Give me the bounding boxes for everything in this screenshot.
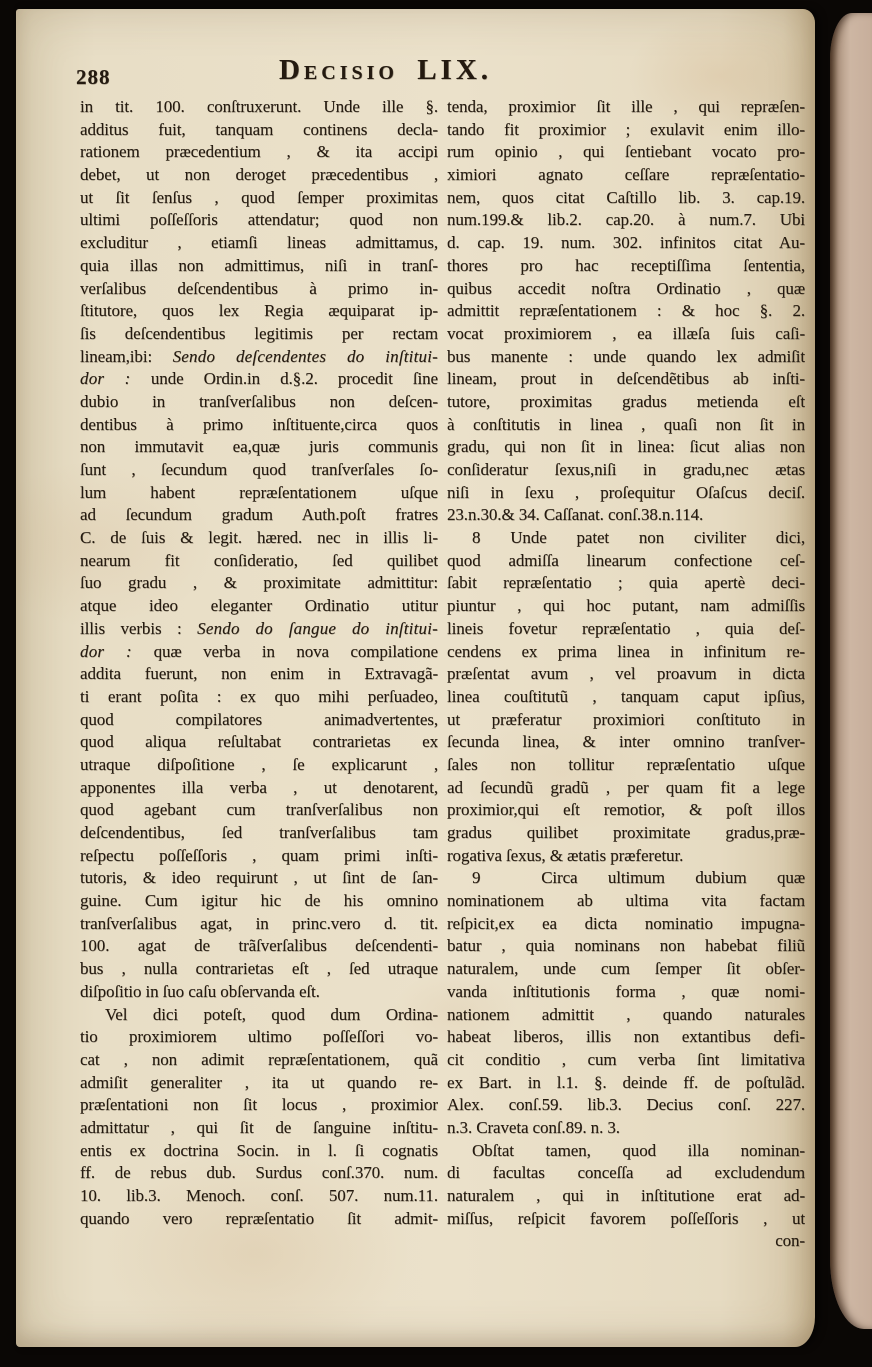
text-line: dentibus à primo inſtituente,circa quos — [80, 414, 438, 434]
page-number: 288 — [76, 65, 111, 89]
text-line: 23.n.30.& 34. Caſſanat. conſ.38.n.114. — [447, 505, 704, 525]
text-line: tutoris, & ideo requirunt , ut ſint de ſan- — [80, 868, 438, 888]
text-line: rationem præcedentium , & ita accipi — [80, 142, 438, 162]
text-line: C. de ſuis & legit. hæred. nec in illis li- — [80, 528, 438, 548]
text-line: batur , quia nominans non habebat filiũ — [447, 936, 805, 956]
text-line: Obſtat tamen, quod illa nominan- — [472, 1140, 805, 1160]
text-line: conſideratur ſexus,niſi in gradu,nec ætas — [447, 460, 805, 479]
text-line: ad ſecundum gradum Auth.poſt fratres — [80, 505, 438, 525]
text-line: gradus quilibet proximitate gradus,præ- — [447, 823, 805, 842]
text-line: miſſus, reſpicit favorem poſſeſſoris , ut — [447, 1208, 805, 1228]
facing-page-edge — [830, 13, 872, 1329]
text-line: tutore, proximitas gradus metienda eſt — [447, 391, 805, 411]
text-line: præſentationi non ſit locus , proximior — [80, 1095, 438, 1115]
text-line: proximior,qui eſt remotior, & poſt illos — [447, 800, 805, 820]
text-segment: illis verbis : — [80, 618, 198, 638]
italic-phrase: Sendo do ſangue do inſtitui- — [197, 618, 438, 638]
text-line: deſcendentibus, ſed tranſverſalibus tam — [80, 823, 438, 842]
text-line: ff. de rebus dub. Surdus conſ.370. num. — [80, 1163, 438, 1183]
text-line: à conſtitutis in linea , quaſi non ſit in — [447, 414, 805, 434]
text-line: quibus accedit noſtra Ordinatio , quæ — [447, 278, 805, 298]
text-line: naturalem, unde cum ſemper ſit obſer- — [447, 959, 805, 979]
text-line: tenda, proximior ſit ille , qui repræſen- — [447, 97, 805, 116]
text-line: quod compilatores animadvertentes, — [80, 709, 438, 729]
text-line: atque ideo eleganter Ordinatio utitur — [80, 596, 438, 616]
text-line: cit conditio , cum verba ſint limitativa — [447, 1049, 805, 1069]
text-line: addita fuerunt, non enim in Extravagã- — [80, 664, 438, 684]
text-line: præſentat avum , vel proavum in dicta — [447, 664, 805, 684]
text-line: ex Bart. in l.1. §. deinde ff. de poſtulãd. — [447, 1072, 805, 1092]
text-line: bus , nulla contrarietas eſt , ſed utraque — [80, 959, 438, 979]
text-line: niſi in ſexu , proſequitur Oſaſcus deciſ. — [447, 482, 805, 502]
text-line: quod aliqua reſultabat contrarietas ex — [80, 732, 438, 752]
running-head-title: Decisio LIX. — [278, 54, 493, 86]
text-line: cat , non adimit repræſentationem, quã — [80, 1049, 438, 1069]
text-line: 10. lib.3. Menoch. conſ. 507. num.11. — [80, 1186, 438, 1205]
text-line: ti erant poſita : ex quo mihi perſuadeo, — [80, 686, 438, 706]
text-line: cendens ex prima linea in infinitum re- — [447, 641, 805, 661]
text-line: tranſverſalibus agat, in princ.vero d. tit. — [80, 913, 438, 933]
text-line: quod admiſſa linearum confectione ceſ- — [447, 550, 805, 570]
text-line: non immutavit ea,quæ juris communis — [80, 437, 438, 457]
text-segment: lineam,ibi: — [80, 346, 173, 366]
text-line: nem, quos citat Caſtillo lib. 3. cap.19. — [447, 187, 805, 207]
text-line: ximiori agnato ceſſare repræſentatio- — [447, 165, 805, 185]
text-line: lum habent repræſentationem uſque — [80, 482, 438, 502]
text-line: admittit repræſentationem : & hoc §. 2. — [447, 301, 805, 321]
text-line: lineam, prout in deſcendẽtibus ab inſti- — [447, 369, 805, 389]
text-line: tio proximiorem ultimo poſſeſſori vo- — [80, 1027, 438, 1047]
text-line: ut præferatur proximiori conſtituto in — [447, 709, 805, 729]
text-line: thores pro hac receptiſſima ſententia, — [447, 255, 805, 275]
text-line: utraque diſpoſitione , ſe explicarunt , — [80, 754, 438, 774]
text-line: apponentes illa verba , ut denotarent, — [80, 777, 438, 797]
text-line: piuntur , qui hoc putant, nam admiſſis — [447, 596, 805, 616]
text-line: tando fit proximior ; exulavit enim illo- — [447, 119, 805, 139]
text-line: di facultas conceſſa ad excludendum — [447, 1163, 805, 1183]
left-column — [80, 96, 438, 1253]
book-page — [16, 9, 815, 1347]
text-line: ut ſit ſenſus , quod ſemper proximitas — [80, 187, 438, 207]
text-line — [80, 641, 438, 664]
text-line: admittatur , qui ſit de ſanguine inſtitu- — [80, 1117, 438, 1137]
text-line: gradu, qui non ſit in linea: ſicut alias non — [447, 437, 805, 457]
text-line: num.199.& lib.2. cap.20. à num.7. Ubi — [447, 210, 805, 230]
text-line: dubio in tranſverſalibus non deſcen- — [80, 391, 438, 411]
text-line: habeat liberos, illis non extantibus defi- — [447, 1027, 805, 1047]
text-line: 9 Circa ultimum dubium quæ — [472, 868, 805, 888]
text-line: nearum fit conſideratio, ſed quilibet — [80, 550, 438, 570]
text-line: admiſit generaliter , ita ut quando re- — [80, 1072, 438, 1092]
text-line: ſtitutore, quos lex Regia æquiparat ip- — [80, 301, 438, 321]
text-line: ſecunda linea, & inter omnino tranſver- — [447, 732, 805, 752]
text-line: rum opinio , qui ſentiebant vocato pro- — [447, 142, 805, 162]
text-line: ſunt , ſecundum quod tranſverſales ſo- — [80, 460, 438, 479]
text-line: quando vero repræſentatio ſit admit- — [80, 1208, 438, 1228]
text-line: reſpectu poſſeſſoris , quam primi inſti- — [80, 845, 438, 865]
text-line — [80, 346, 438, 369]
text-line: vanda inſtitutionis forma , quæ nomi- — [447, 981, 805, 1001]
italic-phrase: dor : — [80, 369, 151, 389]
text-line: diſpoſitio in ſuo caſu obſervanda eſt. — [80, 981, 320, 1001]
italic-phrase: dor : — [80, 641, 154, 661]
text-line: Vel dici poteſt, quod dum Ordina- — [105, 1004, 438, 1024]
text-line: nominationem ab ultima vita factam — [447, 891, 805, 911]
text-line: n.3. Craveta conſ.89. n. 3. — [447, 1117, 620, 1137]
text-line: naturalem , qui in inſtitutione erat ad- — [447, 1186, 805, 1205]
text-line — [80, 368, 438, 391]
text-line: in tit. 100. conſtruxerunt. Unde ille §. — [80, 97, 438, 116]
text-line: excluditur , etiamſi lineas admittamus, — [80, 233, 438, 253]
text-line: ſuo gradu , & proximitate admittitur: — [80, 573, 438, 593]
text-line: ultimi poſſeſſoris attendatur; quod non — [80, 210, 438, 230]
text-line: ſis deſcendentibus legitimis per rectam — [80, 323, 438, 343]
text-line: ad ſecundũ gradũ , per quam fit a lege — [447, 777, 805, 797]
right-column — [447, 96, 805, 1253]
text-line: d. cap. 19. num. 302. infinitos citat Au- — [447, 233, 805, 253]
text-line: quod agebant cum tranſverſalibus non — [80, 800, 438, 820]
text-segment: quæ verba in nova compilatione — [153, 641, 438, 661]
text-line: ſabit repræſentatio ; quia apertè deci- — [447, 573, 805, 593]
text-line: additus fuit, tanquam continens decla- — [80, 119, 438, 139]
italic-phrase: Sendo deſcendentes do inſtitui- — [172, 346, 438, 366]
text-segment: unde Ordin.in d.§.2. procedit ſine — [150, 369, 438, 389]
text-line: reſpicit,ex ea dicta nominatio impugna- — [447, 913, 805, 933]
catchword: con- — [775, 1231, 805, 1251]
text-line: Alex. conſ.59. lib.3. Decius conſ. 227. — [447, 1095, 805, 1115]
text-line: entis ex doctrina Socin. in l. ſi cognatis — [80, 1140, 438, 1160]
text-line: vocat proximiorem , ea illæſa ſuis caſi- — [447, 323, 805, 343]
text-line: ſales non tollitur repræſentatio uſque — [447, 754, 805, 774]
text-line: 100. agat de trãſverſalibus deſcendenti- — [80, 936, 438, 956]
text-line: quia illas non admittimus, niſi in tranſ- — [80, 255, 438, 275]
text-line: 8 Unde patet non civiliter dici, — [472, 528, 805, 548]
text-line: nationem admittit , quando naturales — [447, 1004, 805, 1024]
text-line — [80, 618, 438, 641]
text-line: bus manente : unde quando lex admiſit — [447, 346, 805, 366]
text-line: verſalibus deſcendentibus à primo in- — [80, 278, 438, 298]
text-line: rogativa ſexus, & ætatis præferetur. — [447, 845, 684, 865]
text-line: linea couſtitutũ , tanquam caput ipſius, — [447, 686, 805, 706]
text-line: debet, ut non deroget præcedentibus , — [80, 165, 438, 185]
text-block — [80, 96, 806, 1253]
text-line: lineis fovetur repræſentatio , quia deſ- — [447, 618, 805, 638]
text-line: guine. Cum igitur hic de his omnino — [80, 891, 438, 911]
